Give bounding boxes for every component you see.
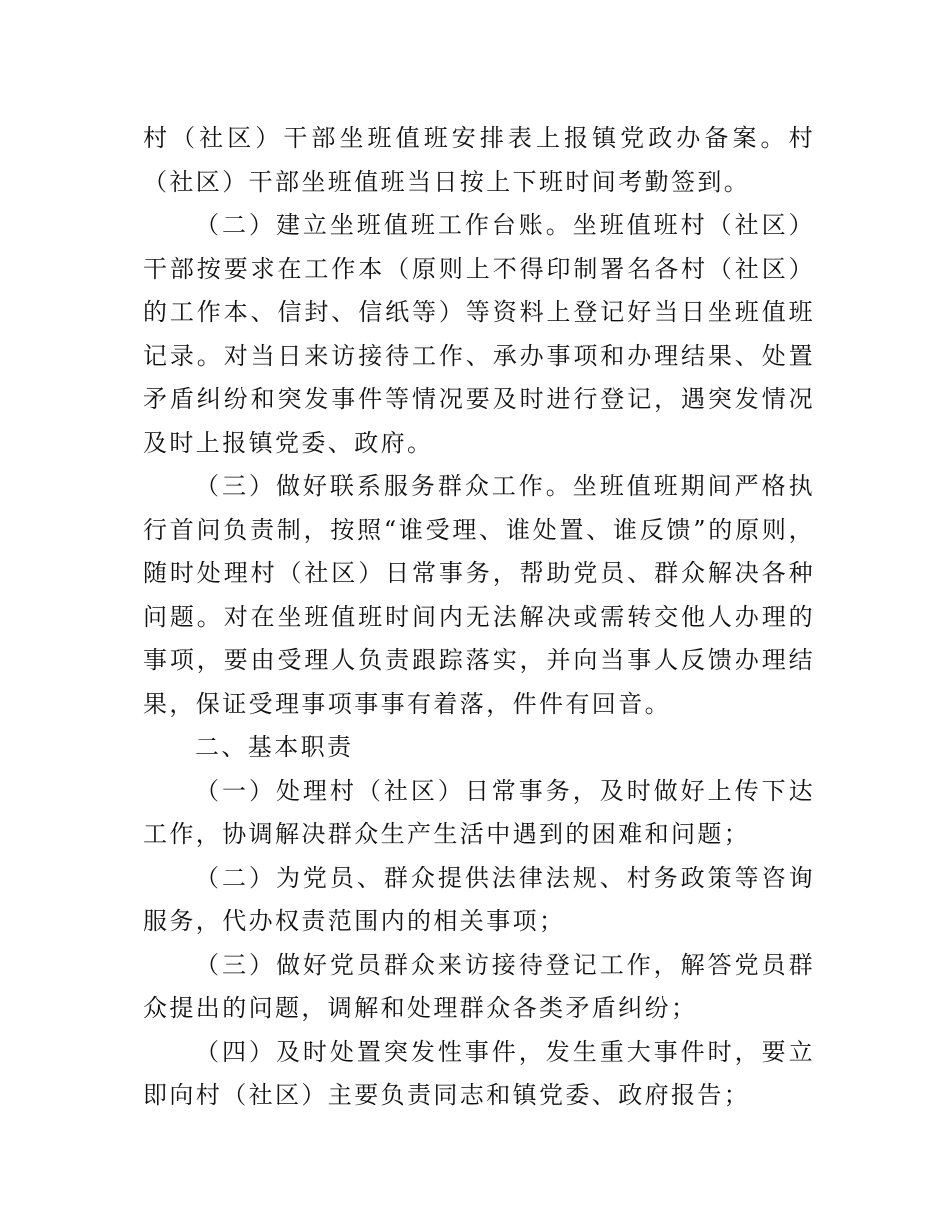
duty-item-3: （三）做好党员群众来访接待登记工作，解答党员群众提出的问题，调解和处理群众各类矛盾纠纷； [143,950,815,1022]
paragraph-ledger: （二）建立坐班值班工作台账。坐班值班村（社区）干部按要求在工作本（原则上不得印制署名各村（社区）的工作本、信封、信纸等）等资料上登记好当日坐班值班记录。对当日来访接待工作、承办事项和办理结果、处置矛盾纠纷和突发事件等情况要及时进行登记，遇突发情况及时上报镇党委、政府。 [143,211,815,457]
duty-item-2: （二）为党员、群众提供法律法规、村务政策等咨询服务，代办权责范围内的相关事项； [143,863,815,935]
duty-item-1: （一）处理村（社区）日常事务，及时做好上传下达工作，协调解决群众生产生活中遇到的困难和问题； [143,776,815,848]
duty-item-4: （四）及时处置突发性事件，发生重大事件时，要立即向村（社区）主要负责同志和镇党委、政府报告； [143,1037,815,1109]
section-heading-basic-duties: 二、基本职责 [195,733,354,761]
paragraph-continued: 村（社区）干部坐班值班安排表上报镇党政办备案。村（社区）干部坐班值班当日按上下班时间考勤签到。 [143,124,815,196]
paragraph-contact-service: （三）做好联系服务群众工作。坐班值班期间严格执行首问负责制，按照“谁受理、谁处置、谁反馈”的原则，随时处理村（社区）日常事务，帮助党员、群众解决各种问题。对在坐班值班时间内无法解决或需转交他人办理的事项，要由受理人负责跟踪落实，并向当事人反馈办理结果，保证受理事项事事有着落，件件有回音。 [143,472,815,718]
document-body [143,117,815,1118]
